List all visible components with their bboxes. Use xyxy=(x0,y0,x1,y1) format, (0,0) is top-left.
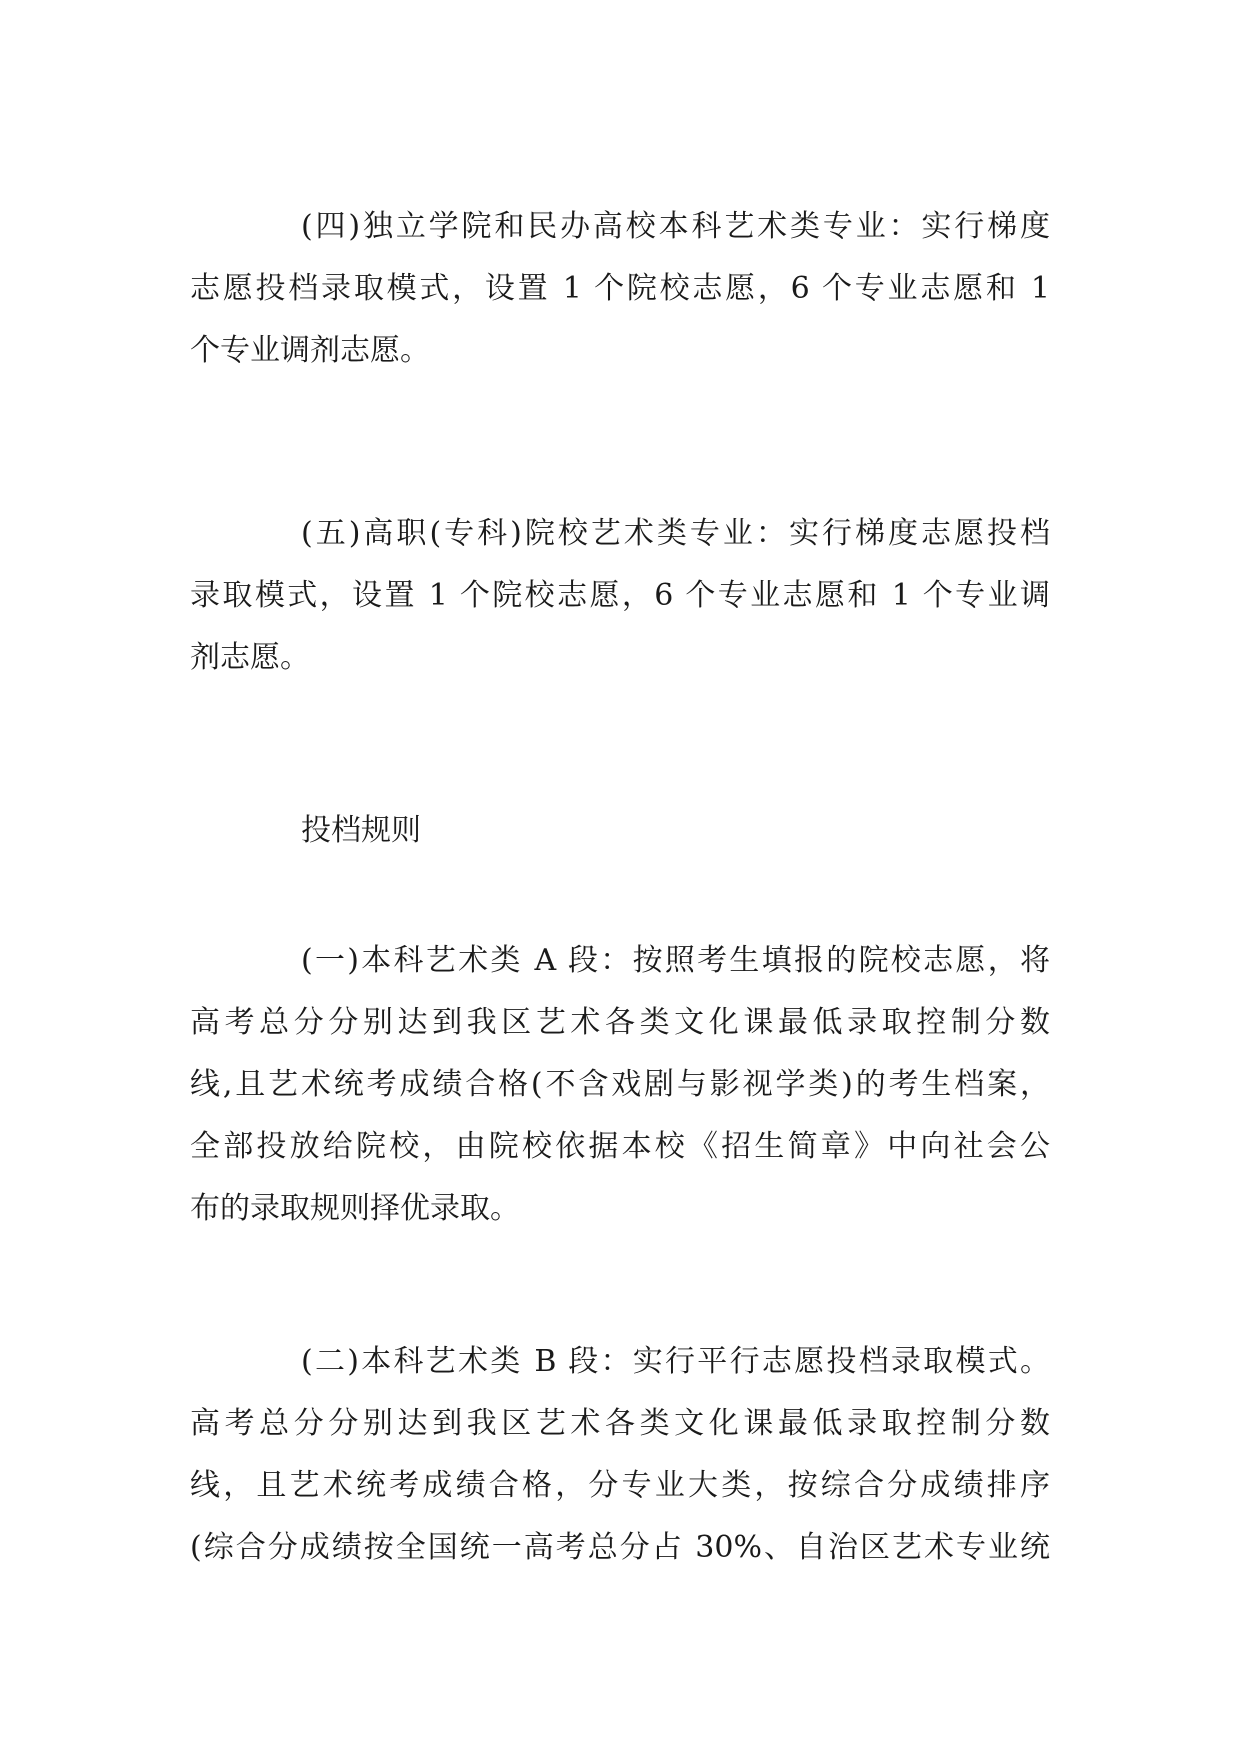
paragraph-one xyxy=(190,930,1050,1240)
text-line: 高考总分分别达到我区艺术各类文化课最低录取控制分数 xyxy=(190,1005,1050,1040)
text-line: 线,且艺术统考成绩合格(不含戏剧与影视学类)的考生档案， xyxy=(190,1067,1050,1102)
text-line: 志愿投档录取模式，设置 1 个院校志愿，6 个专业志愿和 1 xyxy=(190,271,1050,306)
text-line: 全部投放给院校，由院校依据本校《招生简章》中向社会公 xyxy=(190,1129,1050,1164)
text-line: (综合分成绩按全国统一高考总分占 30%、自治区艺术专业统 xyxy=(190,1530,1050,1565)
text-line: (二)本科艺术类 B 段：实行平行志愿投档录取模式。 xyxy=(301,1344,1050,1379)
text-line: 线，且艺术统考成绩合格，分专业大类，按综合分成绩排序 xyxy=(190,1468,1050,1503)
text-line: 布的录取规则择优录取。 xyxy=(190,1191,520,1226)
paragraph-four xyxy=(190,196,1050,382)
text-line: 个专业调剂志愿。 xyxy=(190,333,430,368)
text-line: (五)高职(专科)院校艺术类专业：实行梯度志愿投档 xyxy=(301,516,1050,551)
paragraph-five xyxy=(190,503,1050,689)
section-heading: 投档规则 xyxy=(301,813,421,848)
text-line: 高考总分分别达到我区艺术各类文化课最低录取控制分数 xyxy=(190,1406,1050,1441)
paragraph-two xyxy=(190,1331,1050,1579)
text-line: (四)独立学院和民办高校本科艺术类专业：实行梯度 xyxy=(301,209,1050,244)
text-line: (一)本科艺术类 A 段：按照考生填报的院校志愿，将 xyxy=(301,943,1050,978)
text-line: 剂志愿。 xyxy=(190,640,310,675)
text-line: 录取模式，设置 1 个院校志愿，6 个专业志愿和 1 个专业调 xyxy=(190,578,1050,613)
